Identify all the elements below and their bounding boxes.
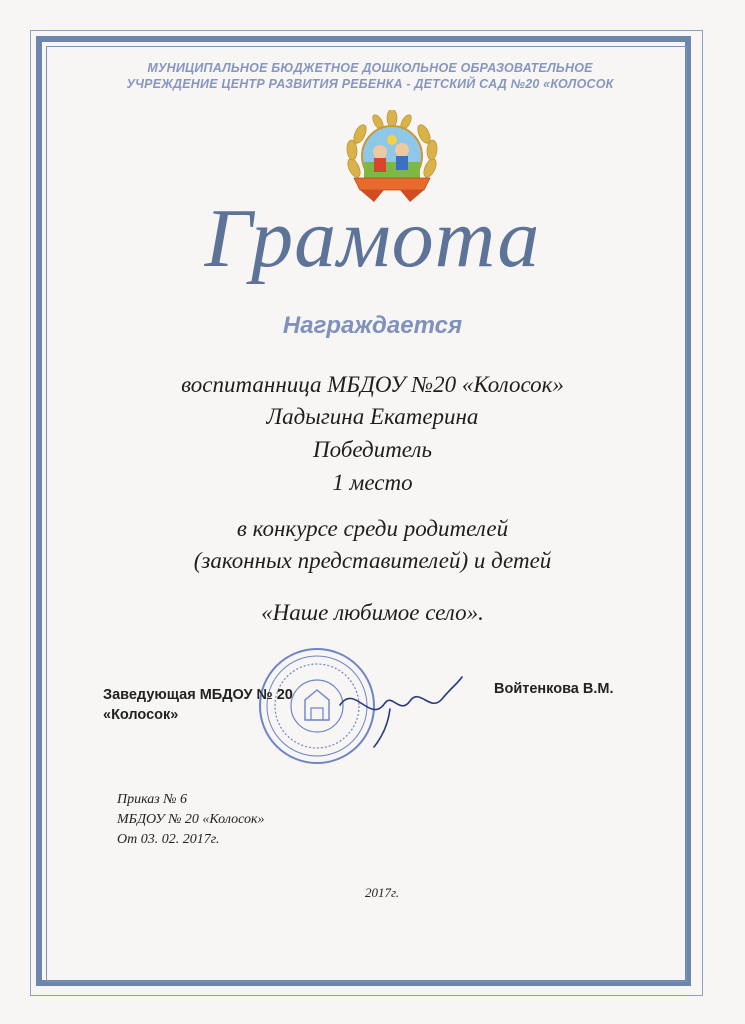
issue-year: 2017г. — [365, 885, 400, 900]
order-number: Приказ № 6 — [117, 792, 187, 807]
signatory-position — [103, 685, 293, 725]
contest-description-line2: (законных представителей) и детей — [193, 548, 552, 573]
contest-description-line1: в конкурсе среди родителей — [236, 516, 509, 541]
signatory-name: Войтенкова В.М. — [494, 681, 614, 697]
institution-header — [60, 60, 680, 92]
recipient-name: Ладыгина Екатерина — [266, 404, 479, 429]
contest-name: «Наше любимое село». — [261, 600, 484, 625]
order-reference — [117, 790, 265, 850]
signatory-position-line1: Заведующая МБДОУ № 20 — [103, 687, 293, 703]
awarded-label: Награждается — [282, 312, 463, 339]
certificate-title: Грамота — [204, 192, 541, 285]
award-status: Победитель — [313, 437, 432, 462]
order-date: От 03. 02. 2017г. — [117, 832, 220, 847]
signatory-position-line2: «Колосок» — [103, 707, 179, 723]
order-institution: МБДОУ № 20 «Колосок» — [117, 812, 265, 827]
signature-icon — [330, 665, 465, 750]
institution-header-line1: МУНИЦИПАЛЬНОЕ БЮДЖЕТНОЕ ДОШКОЛЬНОЕ ОБРАЗОВАТЕЛЬНОЕ — [147, 61, 593, 75]
award-place: 1 место — [332, 470, 413, 495]
institution-header-line2: УЧРЕЖДЕНИЕ ЦЕНТР РАЗВИТИЯ РЕБЕНКА - ДЕТСКИЙ САД №20 «КОЛОСОК — [126, 77, 614, 91]
recipient-role: воспитанница МБДОУ №20 «Колосок» — [181, 372, 564, 397]
